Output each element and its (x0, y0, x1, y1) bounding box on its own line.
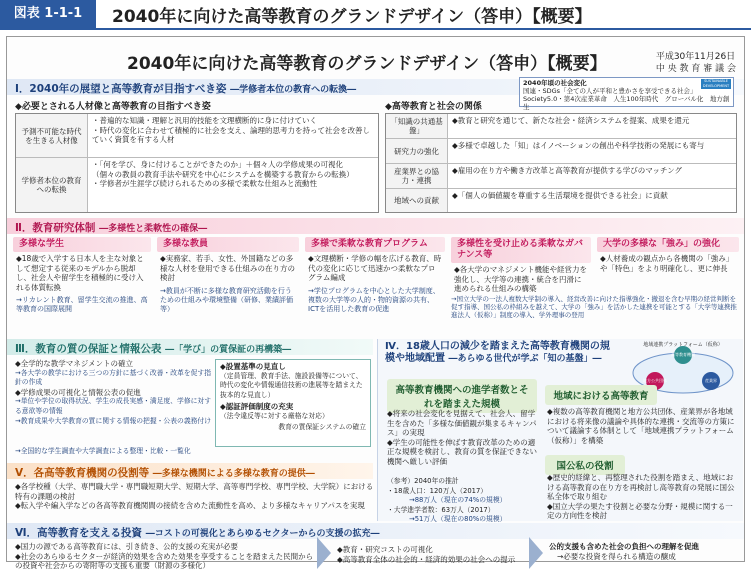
section-4-heading (385, 341, 615, 365)
figure-label: 図表 1-1-1 (0, 0, 96, 29)
card-note: →リカレント教育、留学生交流の推進、高等教育の国際展開 (16, 296, 148, 313)
main-title: 2040年に向けた高等教育のグランドデザイン（答申）【概要】 (127, 54, 607, 74)
card-title: 多様で柔軟な教育プログラム (305, 237, 445, 252)
institution-role-item: ◆各学校種（大学、専門職大学・専門職短期大学、短期大学、高等専門学校、専門学校、大学院）における特有の課題の検討 (15, 482, 374, 501)
card-university-strengths (597, 237, 739, 275)
investment-item: ◆社会のあらゆるセクターが経済的効果を含めた効果を享受することを踏まえた民間からの投資や社会からの寄附等の支援も重要（財源の多様化） (15, 551, 314, 571)
section-5-heading (15, 465, 315, 480)
card-flexible-governance (451, 237, 591, 296)
quality-item: →教育成果や大学教育の質に関する情報の把握・公表の義務付け (15, 416, 212, 425)
sdgs-line-2: 国連・SDGs「全ての人が平和と豊かさを享受できる社会」 (523, 87, 697, 95)
platform-node: 地方公共団体 (643, 378, 667, 383)
relation-row-label: 地域への貢献 (386, 189, 448, 212)
sdgs-line-1: 2040年頃の社会変化 (523, 79, 587, 87)
card-body: ◆文理横断・学修の幅を広げる教育、時代の変化に応じて迅速かつ柔軟なプログラム編成 (308, 254, 442, 282)
relation-row-text: ◆教育と研究を通じて、新たな社会・経済システムを提案、成果を還元 (452, 116, 690, 125)
governance-note: →国立大学の一法人複数大学制の導入、経営改善に向けた指導強化・撤退を含む早期の経営判断を促す指導、国公私の枠組みを越えて、大学の「強み」を活かした連携を可能とする「大学等連携推進法人（仮称）」制度の導入、学外理事の登用 (451, 295, 737, 319)
card-title: 多様性を受け止める柔軟なガバナンス等 (451, 237, 591, 263)
estimate-line: ・18歳人口：120万人（2017） (387, 486, 488, 495)
card-body: ◆各大学のマネジメント機能や経営力を強化し、大学等の連携・統合を円滑に進められる仕組みの構築 (454, 265, 588, 293)
institution-role-item: ◆転入学や編入学などの各高等教育機関間の接続を含めた流動性を高め、より多様なキャリアパスを実現 (15, 501, 365, 511)
quality-item-survey: →全国的な学生調査や大学調査による整理・比較・一覧化 (15, 447, 191, 455)
card-note: →教員が不断に多様な教育研究活動を行うための仕組みや環境整備（研修、業績評価等） (160, 286, 293, 313)
talent-row (16, 158, 378, 212)
section-2-subtitle: ―多様性と柔軟性の確保― (99, 224, 208, 234)
card-diverse-students (13, 237, 151, 316)
talent-row-text: ・「何を学び、身に付けることができたのか」＋個々人の学修成果の可視化 （個々の教員の教育手法や研究を中心にシステムを構築する教育からの転換） ・学修者が生涯学び続けられるための多様で柔軟な仕組みと流動性 (92, 160, 354, 188)
quality-list (15, 359, 211, 426)
regional-education-title: 地域における高等教育 (545, 385, 657, 405)
card-title: 多様な教員 (157, 237, 299, 252)
sdgs-badge-icon: SUSTAINABLE DEVELOPMENT GOALS (702, 79, 730, 93)
standards-title: ◆設置基準の見直し (220, 362, 286, 371)
document-date: 平成30年11月26日 (655, 52, 736, 62)
section-3-title: Ⅲ．教育の質の保証と情報公表 (15, 343, 162, 355)
institution-roles-list (15, 482, 375, 511)
platform-diagram-label: 地域連携プラットフォーム（仮称） (643, 342, 723, 348)
sdgs-line-3: Society5.0・第4次産業革命 人生100年時代 グローバル化 地方創生 (523, 95, 730, 111)
main-title-row (7, 37, 744, 77)
standards-box (215, 359, 371, 447)
enrollment-scale-list (387, 409, 539, 467)
relation-row-label: 産業界との協力・連携 (386, 164, 448, 188)
relation-row (386, 114, 736, 139)
card-note: →学位プログラムを中心とした大学制度、複数の大学等の人的・物的資源の共有、ICTを活用した教育の促進 (308, 286, 440, 313)
estimate-line: →51万人（現在の80%の規模） (409, 515, 507, 524)
card-title: 多様な学生 (13, 237, 151, 252)
section-1-right-heading: ◆高等教育と社会の関係 (385, 102, 482, 112)
relation-row-label: 「知識の共通基盤」 (386, 114, 448, 138)
talent-row (16, 114, 378, 158)
section-6-subtitle: ―コストの可視化とあらゆるセクターからの支援の拡充― (145, 529, 380, 539)
relation-row-text: ◆多様で卓越した「知」はイノベーションの創出や科学技術の発展にも寄与 (452, 141, 705, 150)
relation-row (386, 164, 736, 189)
section-1-left-heading: ◆必要とされる人材像と高等教育の目指すべき姿 (15, 102, 211, 112)
talent-row-text: ・普遍的な知識・理解と汎用的技能を文理横断的に身に付けていく ・時代の変化に合わせて積極的に社会を支え、論理的思考力を持って社会を改善していく資質を有する人材 (92, 116, 370, 144)
investment-left (15, 542, 315, 571)
quality-system-footer: 教育の質保証システムの確立 (278, 422, 366, 431)
section-5-subtitle: ―多様な機関による多様な教育の提供― (152, 469, 315, 479)
investment-item: ◆教育・研究コストの可視化 (337, 545, 433, 554)
organization-name: 中 央 教 育 審 議 会 (655, 64, 736, 74)
figure-header (0, 0, 751, 30)
section-6-title: Ⅵ．高等教育を支える投資 (15, 527, 143, 539)
card-flexible-programs (305, 237, 445, 316)
section-1-subtitle: ―学修者本位の教育への転換― (230, 85, 357, 95)
relation-row-text: ◆雇用の在り方や働き方改革と高等教育が提供する学びのマッチング (452, 166, 682, 175)
quality-item: ◆全学的な教学マネジメントの確立 (15, 359, 134, 368)
talent-row-label: 学修者本位の教育への転換 (16, 158, 88, 212)
summary-frame (6, 36, 745, 571)
section-2-title: Ⅱ．教育研究体制 (15, 222, 96, 234)
section-2-heading (15, 220, 207, 235)
card-body: ◆18歳で入学する日本人を主な対象として想定する従来のモデルから脱却し、社会人や留学生を積極的に受け入れる体質転換 (16, 254, 144, 292)
section-3-heading (15, 341, 291, 356)
arrow-right-icon (529, 537, 543, 569)
enrollment-scale-title: 高等教育機関への進学者数とそれを踏まえた規模 (387, 379, 537, 413)
estimate-line: ・大学進学者数：63万人（2017） (387, 505, 495, 514)
investment-item: 公的支援も含めた社会の負担への理解を促進 (549, 542, 699, 551)
quality-item: ◆学修成果の可視化と情報公表の促進 (15, 387, 141, 397)
relation-row (386, 189, 736, 212)
relation-row-text: ◆「個人の価値観を尊重する生活環境を提供できる社会」に貢献 (452, 191, 668, 200)
enrollment-item: ◆将来の社会変化を見据えて、社会人、留学生を含めた「多様な価値観が集まるキャンパス」の実現 (387, 409, 537, 438)
relation-row-label: 研究力の強化 (386, 139, 448, 163)
public-private-roles-body: ◆歴史的経緯と、再整理された役割を踏まえ、地域における高等教育の在り方を再検討し高等教育の発展に国公私全体で取り組む ◆国立大学の果たす役割と必要な分野・規模に関する一定の方向性を検討 (547, 473, 735, 521)
investment-item: ◆国力の源である高等教育には、引き続き、公的支援の充実が必要 (15, 542, 238, 551)
talent-row-label: 予測不可能な時代を生きる人材像 (16, 114, 88, 157)
section-1-heading (15, 81, 356, 96)
section-5-title: Ⅴ．各高等教育機関の役割等 (15, 467, 150, 479)
standards-body: （定員管理、教育手法、施設設備等について、時代の変化や情報通信技術の進展等を踏まえた抜本的な見直し） (220, 371, 363, 399)
estimates-head: （参考）2040年の推計 (387, 477, 459, 485)
section-4-subtitle: ―あらゆる世代が学ぶ「知の基盤」― (448, 354, 602, 364)
estimate-line: →88万人（現在の74%の規模） (409, 496, 507, 505)
accreditation-body: （法令違反等に対する厳格な対応） (220, 411, 329, 420)
arrow-right-icon (317, 537, 331, 569)
sdgs-box (519, 77, 734, 111)
card-diverse-faculty (157, 237, 299, 316)
investment-item: →必要な投資を得られる構造の醸成 (557, 551, 676, 561)
card-body: ◆実務家、若手、女性、外国籍などの多様な人材を登用できる仕組みの在り方の検討 (160, 254, 295, 282)
accreditation-title: ◆認証評価制度の充実 (220, 402, 294, 412)
platform-node: 高等教育機関 (671, 352, 695, 357)
quality-item: →各大学の教学における三つの方針に基づく改善・改革を促す指針の作成 (15, 368, 212, 387)
investment-item: ◆高等教育全体の社会的・経済的効果の社会への提示 (337, 554, 516, 564)
quality-item: →単位や学位の取得状況、学生の成長実感・満足度、学修に対する意欲等の情報 (15, 397, 212, 415)
investment-right (549, 542, 739, 561)
population-estimates (387, 477, 539, 525)
section-3-subtitle: ―「学び」の質保証の再構築― (165, 345, 292, 355)
relation-row (386, 139, 736, 164)
figure-title: 2040年に向けた高等教育のグランドデザイン（答申）【概要】 (112, 6, 592, 27)
society-relation-table (385, 113, 737, 213)
section-1-title: Ⅰ．2040年の展望と高等教育が目指すべき姿 (15, 83, 227, 95)
section-4-title: Ⅳ．18歳人口の減少を踏まえた高等教育機関の規模や地域配置 (385, 341, 610, 364)
public-private-roles-title: 国公私の役割 (545, 455, 625, 475)
talent-table (15, 113, 379, 213)
platform-node: 産業界 (705, 378, 717, 383)
enrollment-item: ◆学生の可能性を伸ばす教育改革のための適正な規模を検討し、教育の質を保証できない機関へ厳しい評価 (387, 437, 537, 466)
card-body: ◆人材養成の観点から各機関の「強み」や「特色」をより明確化し、更に伸長 (600, 254, 734, 273)
investment-middle (337, 545, 527, 564)
date-org (656, 51, 736, 75)
card-title: 大学の多様な「強み」の強化 (597, 237, 739, 252)
regional-education-body: ◆複数の高等教育機関と地方公共団体、産業界が各地域における将来像の議論や具体的な連携・交流等の方策について議論する体制として「地域連携プラットフォーム（仮称）」を構築 (547, 407, 735, 445)
